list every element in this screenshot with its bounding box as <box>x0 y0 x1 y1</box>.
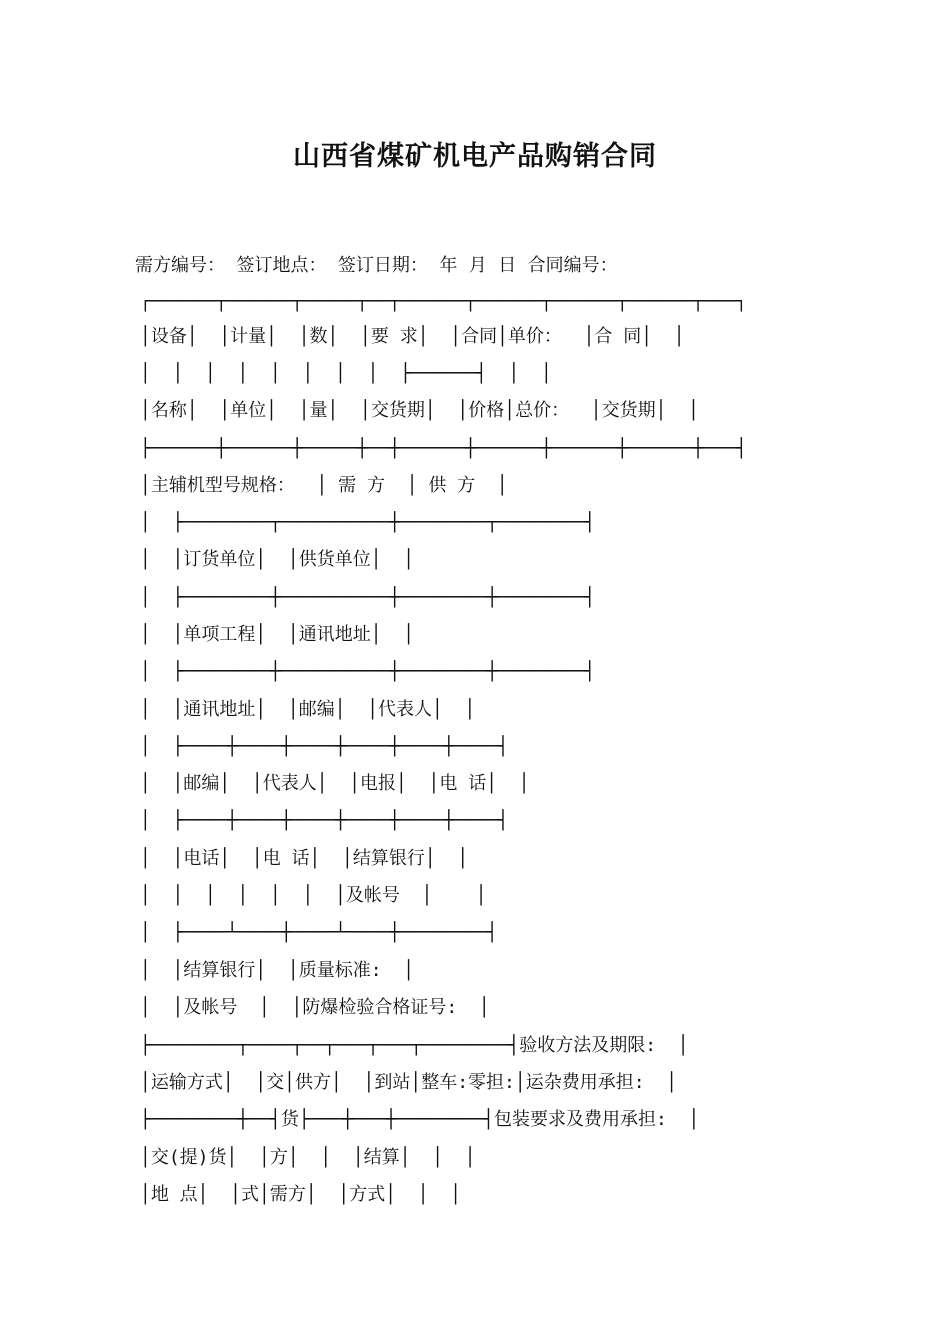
table-line: ├────────┬────┬──┬───┬───┬────────┤验收方法及期限: │ <box>140 1035 689 1056</box>
table-line: │运输方式│ │交│供方│ │到站│整车:零担:│运杂费用承担: │ <box>140 1072 678 1093</box>
table-line: │ ├────────┬──────────┼────────┬────────┤ <box>140 512 596 533</box>
table-line: ┌──────┬──────┬─────┬──┬──────┬──────┬──────┬──────┬───┐ <box>140 291 747 312</box>
table-line: │ │ │ │ │ │ │ │ ├──────┤ │ │ <box>140 363 552 384</box>
table-line: │交(提)货│ │方│ │ │结算│ │ │ <box>140 1147 476 1168</box>
table-line: │ ├────────┼──────────┼────────┼────────┤ <box>140 661 596 682</box>
table-line: │ ├────┴────┼────┴────┼────────┤ <box>140 922 498 943</box>
table-line: ├──────┼──────┼─────┼──┼──────┼──────┼──────┼──────┼───┤ <box>140 438 747 459</box>
table-line: │主辅机型号规格： │ 需 方 │ 供 方 │ <box>140 475 508 496</box>
table-line: │ │及帐号 │ │防爆检验合格证号: │ <box>140 997 490 1018</box>
table-line: │设备│ │计量│ │数│ │要 求│ │合同│单价： │合 同│ │ <box>140 326 685 347</box>
table-line: │地 点│ │式│需方│ │方式│ │ │ <box>140 1184 462 1205</box>
table-line: │ │结算银行│ │质量标准: │ <box>140 960 415 981</box>
contract-title: 山西省煤矿机电产品购销合同 <box>293 141 657 172</box>
contract-header-fields: 需方编号： 签订地点： 签订日期： 年 月 日 合同编号： <box>135 255 618 276</box>
table-line: │ │ │ │ │ │ │及帐号 │ │ <box>140 885 487 906</box>
table-line: │ ├────┼────┼────┼────┼────┼────┤ <box>140 810 509 831</box>
table-line: │ │单项工程│ │通讯地址│ │ <box>140 624 415 645</box>
table-line: │ ├────┼────┼────┼────┼────┼────┤ <box>140 736 509 757</box>
table-line: │ │电话│ │电 话│ │结算银行│ │ <box>140 848 469 869</box>
table-line: │ │订货单位│ │供货单位│ │ <box>140 549 415 570</box>
table-line: │名称│ │单位│ │量│ │交货期│ │价格│总价： │交货期│ │ <box>140 400 699 421</box>
table-line: │ │邮编│ │代表人│ │电报│ │电 话│ │ <box>140 773 530 794</box>
table-line: │ ├────────┼──────────┼────────┼────────┤ <box>140 587 596 608</box>
table-line: │ │通讯地址│ │邮编│ │代表人│ │ <box>140 699 476 720</box>
table-line: ├────────┼──┤货├───┼───┼────────┤包装要求及费用承担: │ <box>140 1109 700 1130</box>
